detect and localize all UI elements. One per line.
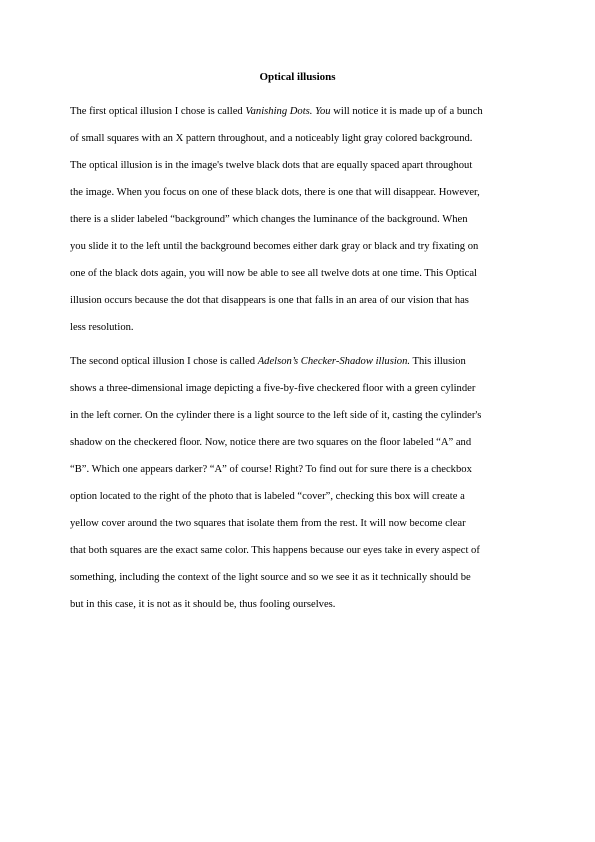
- paragraph-line: The optical illusion is in the image's twelve black dots that are equally spaced apart throughout: [70, 160, 473, 171]
- paragraph-vanishing-dots: [70, 98, 528, 341]
- paragraph-checker-shadow: [70, 348, 528, 618]
- paragraph-line: shadow on the checkered floor. Now, notice there are two squares on the floor labeled “A” and: [70, 437, 472, 448]
- paragraph-line: something, including the context of the light source and so we see it as it technically should be: [70, 572, 471, 583]
- paragraph-line: one of the black dots again, you will now be able to see all twelve dots at one time. This Optical: [70, 268, 477, 279]
- paragraph-line: of small squares with an X pattern throughout, and a noticeably light gray colored background.: [70, 133, 473, 144]
- paragraph-line: the image. When you focus on one of these black dots, there is one that will disappear. However,: [70, 187, 480, 198]
- paragraph-line: in the left corner. On the cylinder there is a light source to the left side of it, casting the cylinder's: [70, 410, 482, 421]
- illusion-name: Adelson’s Checker-Shadow illusion.: [257, 356, 411, 367]
- illusion-name: Vanishing Dots. You: [245, 106, 331, 117]
- paragraph-line: illusion occurs because the dot that disappears is one that falls in an area of our vision that has: [70, 295, 469, 306]
- paragraph-line: but in this case, it is not as it should be, thus fooling ourselves.: [70, 599, 336, 610]
- paragraph-line: The second optical illusion I chose is called Adelson’s Checker-Shadow illusion. This illusion: [70, 356, 466, 367]
- paragraph-line: less resolution.: [70, 322, 134, 333]
- document-title: Optical illusions: [259, 71, 336, 83]
- paragraph-line: that both squares are the exact same color. This happens because our eyes take in every aspect of: [70, 545, 480, 556]
- paragraph-line: there is a slider labeled “background” which changes the luminance of the background. When: [70, 214, 468, 225]
- paragraph-line: “B”. Which one appears darker? “A” of course! Right? To find out for sure there is a checkbox: [70, 464, 472, 475]
- paragraph-line: shows a three-dimensional image depicting a five-by-five checkered floor with a green cylinder: [70, 383, 476, 394]
- paragraph-line: The first optical illusion I chose is called Vanishing Dots. You will notice it is made up of a bunch: [70, 106, 483, 117]
- paragraph-line: option located to the right of the photo that is labeled “cover”, checking this box will create a: [70, 491, 465, 502]
- paragraph-line: you slide it to the left until the background becomes either dark gray or black and try fixating on: [70, 241, 479, 252]
- paragraph-line: yellow cover around the two squares that isolate them from the rest. It will now become clear: [70, 518, 466, 529]
